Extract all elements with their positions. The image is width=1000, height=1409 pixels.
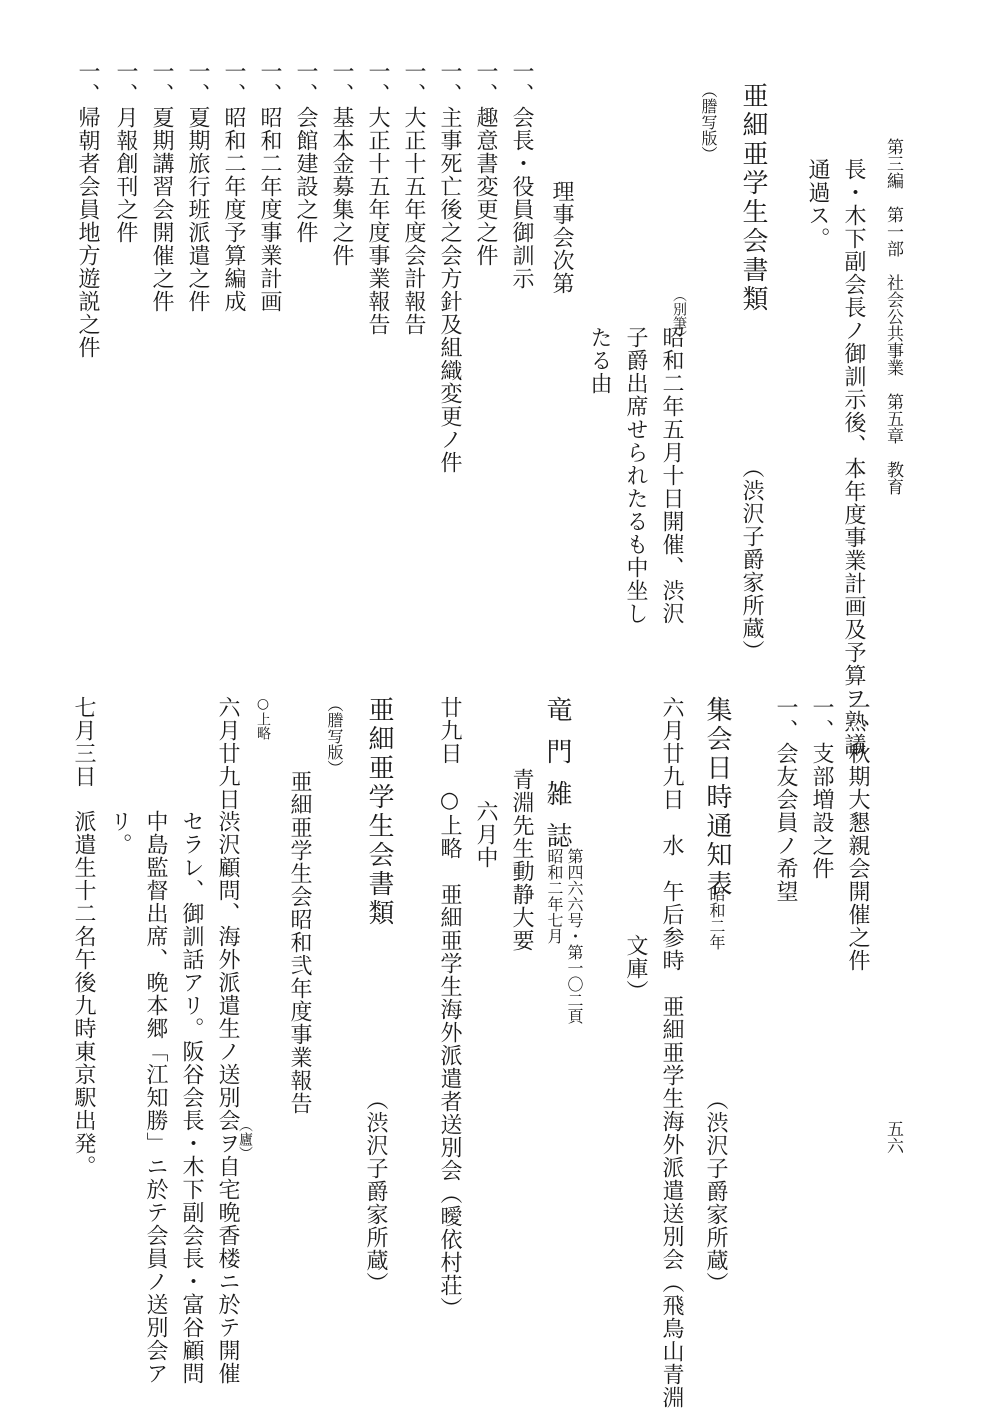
doc1-note-line-3: たる由	[587, 326, 612, 395]
doc2-entry-date: 六月廿九日	[215, 696, 240, 811]
doc2-source: （渋沢子爵家所蔵）	[363, 1088, 388, 1295]
doc1-note-marker: （別筆）	[671, 288, 687, 344]
magazine-title: 竜門雑誌	[542, 696, 572, 864]
meeting-table-entry: 六月廿九日 水 午后参時 亜細亜学生海外派遣送別会（飛鳥山青淵	[659, 696, 684, 1409]
agenda-item: 一、夏期旅行班派遣之件	[185, 60, 210, 313]
agenda-item: 一、月報創刊之件	[113, 60, 138, 244]
page-number: 五六	[883, 1120, 903, 1154]
meeting-table-source: （渋沢子爵家所蔵）	[703, 1088, 728, 1295]
agenda-item: 一、主事死亡後之会方針及組織変更ノ件	[437, 60, 462, 474]
continuation-line-1: 長・木下副会長ノ御訓示後、本年度事業計画及予算ヲ熟議	[841, 158, 866, 756]
doc1-title: 亜細亜学生会書類	[738, 82, 768, 314]
lower-item: 一、秋期大懇親会開催之件	[845, 696, 870, 972]
meeting-table-entry-cont: 文庫）	[623, 934, 648, 1003]
doc2-entry-line-3: 中島監督出席、晩本郷「江知勝」ニ於テ会員ノ送別会ア	[143, 810, 168, 1385]
agenda-item: 一、趣意書変更之件	[473, 60, 498, 267]
lower-item: 一、会友会員ノ希望	[773, 696, 798, 903]
agenda-item: 一、会館建設之件	[293, 60, 318, 244]
running-title: 第三編 第一部 社会公共事業 第五章 教育	[883, 138, 903, 495]
agenda-item: 一、会長・役員御訓示	[509, 60, 534, 290]
doc2-omission: ○上略	[255, 696, 271, 740]
agenda-item: 一、基本金募集之件	[329, 60, 354, 267]
doc2-entry-line-1	[216, 810, 238, 1385]
meeting-table-year: 昭和二年	[707, 886, 726, 950]
doc2-edition: （謄写版）	[325, 696, 344, 776]
doc2-entry-line-2: セラレ、御訓話アリ。阪谷会長・木下副会長・富谷顧問	[179, 810, 204, 1385]
agenda-item: 一、夏期講習会開催之件	[149, 60, 174, 313]
doc2-report-title: 亜細亜学生会昭和弐年度事業報告	[287, 770, 312, 1115]
lower-item: 一、支部増設之件	[809, 696, 834, 880]
doc1-source: （渋沢子爵家所蔵）	[739, 456, 764, 663]
agenda-item: 一、大正十五年度会計報告	[401, 60, 426, 336]
magazine-issue-line-2: 昭和二年七月	[545, 848, 564, 944]
magazine-entry: 廿九日 ○上略 亜細亜学生海外派遣者送別会（曖依村荘）	[437, 696, 462, 1320]
agenda-item: 一、帰朝者会員地方遊説之件	[75, 60, 100, 359]
doc2-entry-line-1b: ニ於テ開催	[215, 1270, 240, 1385]
meeting-table-title: 集会日時通知表	[702, 696, 732, 899]
doc2-entry-kanji: 楼	[215, 1247, 240, 1270]
magazine-issue-line-1: 第四六六号・第一〇二頁	[565, 848, 584, 1024]
agenda-heading: 理事会次第	[549, 180, 574, 295]
magazine-section: 青淵先生動静大要	[509, 768, 534, 952]
doc2-entry-line-4: リ。	[107, 810, 132, 856]
doc2-title: 亜細亜学生会書類	[364, 696, 394, 928]
agenda-item: 一、大正十五年度事業報告	[365, 60, 390, 336]
doc2-last-text: 派遣生十二名午後九時東京駅出発。	[71, 810, 96, 1178]
doc1-note-line-1: 昭和二年五月十日開催、渋沢	[659, 326, 684, 625]
magazine-month: 六月中	[473, 800, 498, 869]
agenda-item: 一、昭和二年度予算編成	[221, 60, 246, 313]
doc2-entry-ruby: （廬）	[237, 1118, 253, 1160]
agenda-item: 一、昭和二年度事業計画	[257, 60, 282, 313]
doc1-note-line-2: 子爵出席せられたるも中坐し	[623, 326, 648, 625]
doc1-edition: （謄写版）	[699, 82, 718, 162]
doc2-entry-line-1a: 渋沢顧問、海外派遣生ノ送別会ヲ自宅晩香	[215, 810, 240, 1247]
doc2-last-date: 七月三日	[71, 696, 96, 788]
continuation-line-2: 通過ス。	[805, 158, 830, 250]
